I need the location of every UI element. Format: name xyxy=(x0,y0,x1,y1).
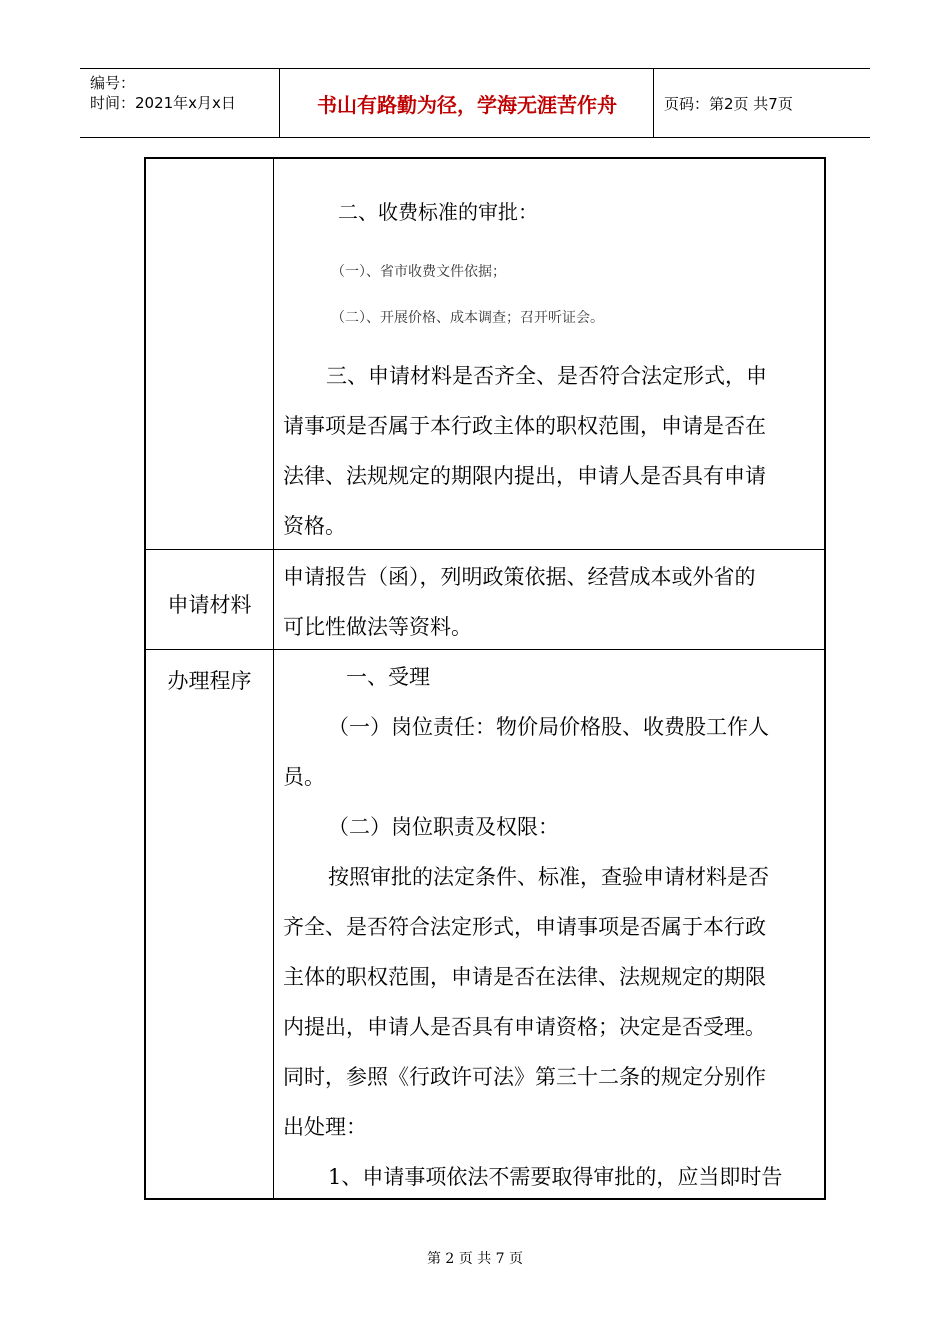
doc-time-label: 时间：2021年x月x日 xyxy=(90,94,236,112)
materials-line1: 申请报告（函），列明政策依据、经营成本或外省的 xyxy=(283,565,756,589)
header-page-info: 页码：第2页 共7页 xyxy=(664,94,793,113)
section3-line3: 法律、法规规定的期限内提出，申请人是否具有申请 xyxy=(283,464,766,488)
procedure-line2: （一）岗位责任：物价局价格股、收费股工作人 xyxy=(328,715,769,739)
procedure-line9: 同时，参照《行政许可法》第三十二条的规定分别作 xyxy=(283,1065,766,1089)
section3-line2: 请事项是否属于本行政主体的职权范围，申请是否在 xyxy=(283,414,766,438)
page-footer: 第 2 页 共 7 页 xyxy=(426,1251,524,1267)
procedure-line7: 主体的职权范围，申请是否在法律、法规规定的期限 xyxy=(283,965,766,989)
page-header xyxy=(80,68,870,138)
section2-item1: （一）、省市收费文件依据； xyxy=(331,264,506,280)
procedure-line11: 1、申请事项依法不需要取得审批的，应当即时告 xyxy=(328,1165,783,1189)
procedure-table xyxy=(144,157,826,1200)
procedure-line3: 员。 xyxy=(283,765,325,789)
procedure-line10: 出处理： xyxy=(283,1115,367,1139)
header-motto: 书山有路勤为径，学海无涯苦作舟 xyxy=(281,69,654,137)
procedure-line4: （二）岗位职责及权限： xyxy=(328,815,559,839)
doc-number-label: 编号： xyxy=(90,74,136,92)
section2-item2: （二）、开展价格、成本调查；召开听证会。 xyxy=(331,310,604,326)
column-divider xyxy=(273,159,274,1198)
section3-line4: 资格。 xyxy=(283,514,346,538)
materials-line2: 可比性做法等资料。 xyxy=(283,615,472,639)
section2-title: 二、收费标准的审批： xyxy=(338,200,538,224)
section3-line1: 三、申请材料是否齐全、是否符合法定形式，申 xyxy=(326,364,767,388)
procedure-line6: 齐全、是否符合法定形式，申请事项是否属于本行政 xyxy=(283,915,766,939)
procedure-line1: 一、受理 xyxy=(346,665,430,689)
header-meta xyxy=(80,69,280,137)
procedure-line5: 按照审批的法定条件、标准，查验申请材料是否 xyxy=(328,865,769,889)
procedure-label: 办理程序 xyxy=(167,669,252,693)
procedure-line8: 内提出，申请人是否具有申请资格；决定是否受理。 xyxy=(283,1015,766,1039)
materials-label: 申请材料 xyxy=(167,593,252,617)
